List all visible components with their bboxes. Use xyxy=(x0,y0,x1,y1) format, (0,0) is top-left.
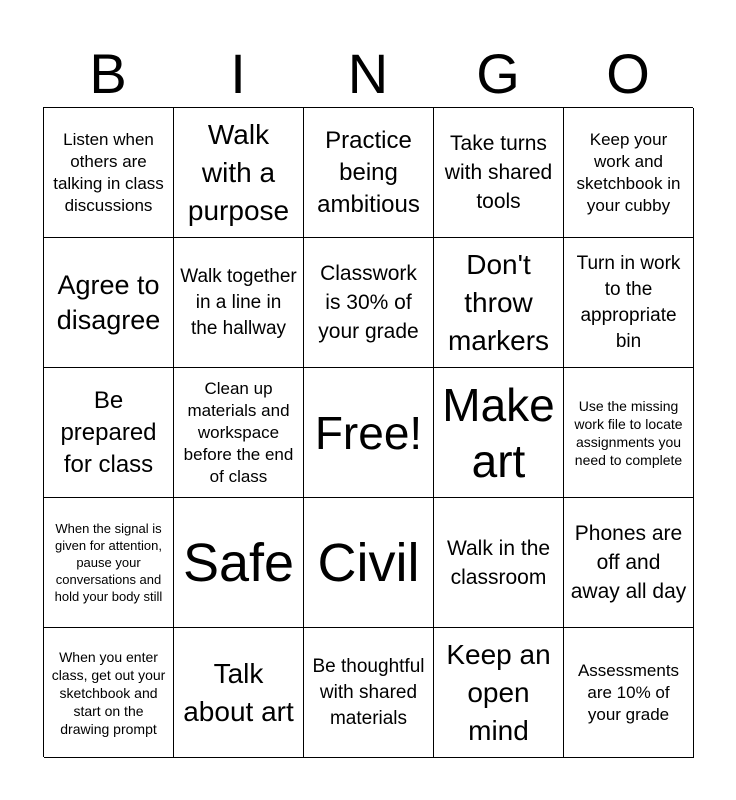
bingo-cell[interactable] xyxy=(304,628,434,758)
bingo-cell[interactable] xyxy=(174,368,304,498)
bingo-cell[interactable] xyxy=(564,108,694,238)
cell-text: Free! xyxy=(314,406,423,459)
bingo-cell[interactable] xyxy=(564,368,694,498)
cell-text: Be thoughtful with shared materials xyxy=(312,655,425,729)
bingo-cell[interactable] xyxy=(44,498,174,628)
cell-text: Walk in the classroom xyxy=(446,536,551,589)
header-letter-n: N xyxy=(347,42,389,105)
cell-text: Don't throw markers xyxy=(447,248,550,356)
bingo-cell[interactable] xyxy=(434,498,564,628)
bingo-cell[interactable] xyxy=(304,108,434,238)
bingo-cell[interactable] xyxy=(174,238,304,368)
cell-text: Practice being ambitious xyxy=(317,126,420,218)
cell-text: Walk together in a line in the hallway xyxy=(180,265,297,339)
bingo-cell[interactable] xyxy=(304,238,434,368)
bingo-cell[interactable] xyxy=(44,108,174,238)
bingo-cell[interactable] xyxy=(44,628,174,758)
bingo-cell[interactable] xyxy=(434,368,564,498)
bingo-cell[interactable] xyxy=(44,368,174,498)
bingo-cell[interactable] xyxy=(304,368,434,498)
bingo-cell[interactable] xyxy=(174,108,304,238)
cell-text: Phones are off and away all day xyxy=(570,522,687,603)
cell-text: Talk about art xyxy=(183,657,294,727)
bingo-header xyxy=(43,42,693,106)
bingo-cell[interactable] xyxy=(304,498,434,628)
bingo-cell[interactable] xyxy=(434,108,564,238)
bingo-cell[interactable] xyxy=(44,238,174,368)
cell-text: Turn in work to the appropriate bin xyxy=(576,252,681,352)
cell-text: Assessments are 10% of your grade xyxy=(577,660,680,724)
bingo-cell[interactable] xyxy=(174,628,304,758)
bingo-board xyxy=(43,107,693,757)
cell-text: Walk with a purpose xyxy=(187,118,290,226)
cell-text: Classwork is 30% of your grade xyxy=(318,262,419,343)
bingo-cell[interactable] xyxy=(174,498,304,628)
header-letter-g: G xyxy=(476,42,520,105)
bingo-cell[interactable] xyxy=(564,238,694,368)
cell-text: Take turns with shared tools xyxy=(444,132,553,213)
cell-text: Make art xyxy=(442,378,555,487)
cell-text: Use the missing work file to locate assignments you need to complete xyxy=(574,397,683,468)
header-letter-b: B xyxy=(89,42,127,105)
header-letter-i: I xyxy=(230,42,246,105)
cell-text: Agree to disagree xyxy=(56,269,161,335)
bingo-cell[interactable] xyxy=(434,628,564,758)
cell-text: Keep an open mind xyxy=(446,638,551,746)
cell-text: Listen when others are talking in class discussions xyxy=(53,129,164,215)
cell-text: Clean up materials and workspace before the end of class xyxy=(183,378,294,486)
bingo-cell[interactable] xyxy=(564,498,694,628)
bingo-cell[interactable] xyxy=(434,238,564,368)
header-letter-o: O xyxy=(606,42,650,105)
cell-text: Civil xyxy=(317,532,420,593)
cell-text: When the signal is given for attention, pause your conversations and hold your body still xyxy=(54,521,163,604)
cell-text: Be prepared for class xyxy=(60,386,157,478)
cell-text: When you enter class, get out your sketchbook and start on the drawing prompt xyxy=(51,648,166,737)
cell-text: Safe xyxy=(182,532,295,593)
cell-text: Keep your work and sketchbook in your cubby xyxy=(576,129,681,215)
bingo-cell[interactable] xyxy=(564,628,694,758)
